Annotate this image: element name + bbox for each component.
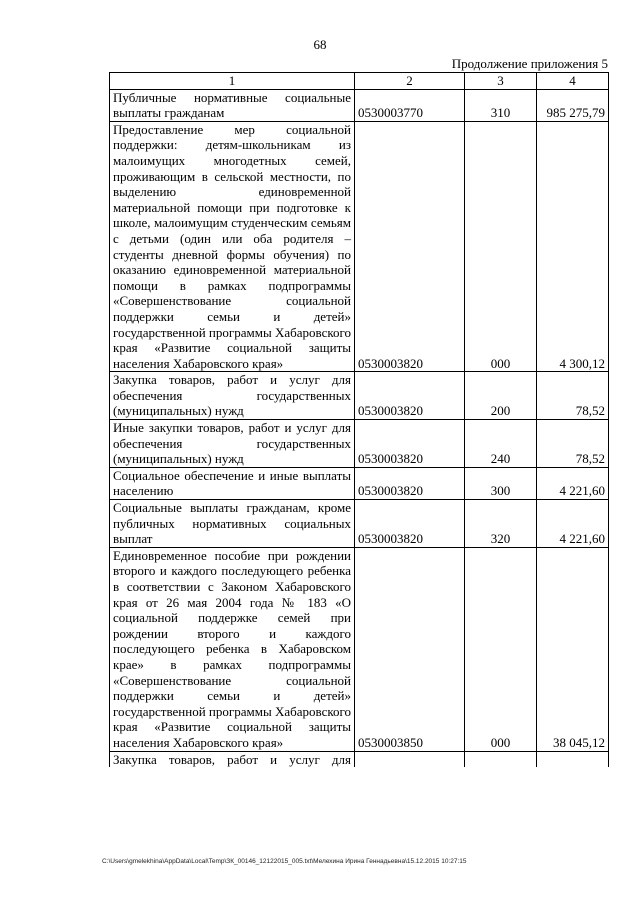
table-row: [110, 500, 609, 548]
table-row: [110, 89, 609, 121]
table-row: [110, 121, 609, 372]
row-amount: 78,52: [537, 372, 609, 420]
table-row: [110, 420, 609, 468]
row-name: Единовременное пособие при рождении второго и каждого последующего ребенка в соответствии с Законом Хабаровского края от 26 мая 2004 года № 183 «О социальной поддержке семей при рождении второго и каждого последующего ребенка в Хабаровском крае» в рамках подпрограммы «Совершенствование социальной поддержки семьи и детей» государственной программы Хабаровского края «Развитие социальной защиты населения Хабаровского края»: [110, 547, 355, 751]
row-type: [465, 751, 537, 767]
table-row: [110, 467, 609, 499]
header-col-2: 2: [355, 73, 465, 90]
continuation-label: Продолжение приложения 5: [451, 56, 608, 71]
row-type: 200: [465, 372, 537, 420]
row-code: 0530003820: [355, 500, 465, 548]
table-row: [110, 751, 609, 767]
row-code: [355, 751, 465, 767]
row-name: Предоставление мер социальной поддержки: детям-школьникам из малоимущих многодетных семей, проживающим в сельской местности, по выделению единовременной материальной помощи при подготовке к школе, малоимущим студенческим семьям с детьми (один или оба родителя – студенты дневной формы обучения) по оказанию единовременной материальной помощи в рамках подпрограммы «Совершенствование социальной поддержки семьи и детей» государственной программы Хабаровского края «Развитие социальной защиты населения Хабаровского края»: [110, 121, 355, 372]
row-type: 320: [465, 500, 537, 548]
row-type: 000: [465, 121, 537, 372]
row-code: 0530003820: [355, 372, 465, 420]
header-col-1: 1: [110, 73, 355, 90]
row-name: Публичные нормативные социальные выплаты гражданам: [110, 89, 355, 121]
row-type: 240: [465, 420, 537, 468]
row-amount: 78,52: [537, 420, 609, 468]
row-amount: 38 045,12: [537, 547, 609, 751]
row-amount: [537, 751, 609, 767]
row-type: 310: [465, 89, 537, 121]
row-amount: 4 221,60: [537, 467, 609, 499]
row-name: Социальное обеспечение и иные выплаты населению: [110, 467, 355, 499]
row-code: 0530003820: [355, 121, 465, 372]
page-number: 68: [313, 37, 327, 52]
row-code: 0530003770: [355, 89, 465, 121]
budget-table: [109, 72, 609, 767]
row-amount: 4 221,60: [537, 500, 609, 548]
row-code: 0530003820: [355, 420, 465, 468]
row-name: Иные закупки товаров, работ и услуг для обеспечения государственных (муниципальных) нужд: [110, 420, 355, 468]
file-path-footer: C:\Users\gmelekhina\AppData\Local\Temp\ЗК_00146_12122015_005.txt\Мелехина Ирина Геннадьевна\15.12.2015 10:27:15: [102, 858, 467, 865]
table-header-row: [110, 73, 609, 90]
row-type: 300: [465, 467, 537, 499]
row-name: Закупка товаров, работ и услуг для обеспечения государственных (муниципальных) нужд: [110, 372, 355, 420]
table-row: [110, 547, 609, 751]
row-name: Социальные выплаты гражданам, кроме публичных нормативных социальных выплат: [110, 500, 355, 548]
row-type: 000: [465, 547, 537, 751]
table-row: [110, 372, 609, 420]
row-code: 0530003820: [355, 467, 465, 499]
row-amount: 4 300,12: [537, 121, 609, 372]
row-name: Закупка товаров, работ и услуг для: [110, 751, 355, 767]
header-col-3: 3: [465, 73, 537, 90]
row-code: 0530003850: [355, 547, 465, 751]
header-col-4: 4: [537, 73, 609, 90]
row-amount: 985 275,79: [537, 89, 609, 121]
